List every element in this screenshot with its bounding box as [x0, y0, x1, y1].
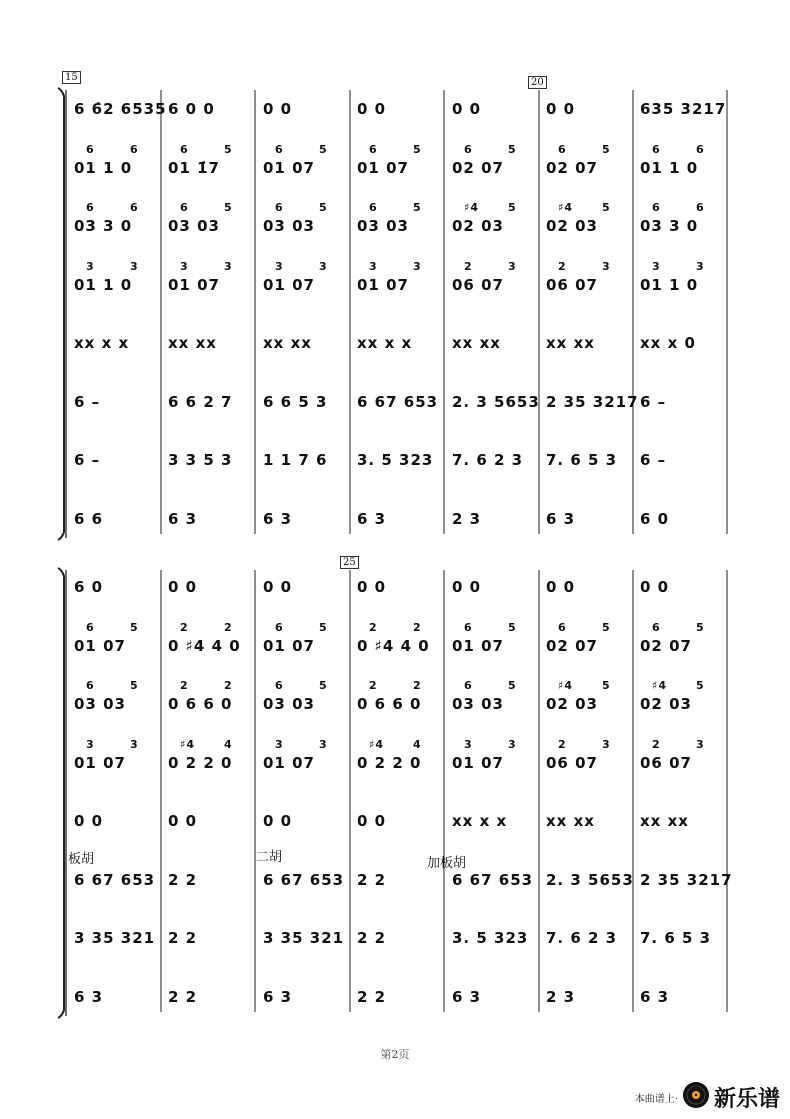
- note-cell: 02 03: [546, 695, 598, 713]
- harmony-mark: 2: [224, 679, 233, 692]
- note-cell: 2 35 3217: [546, 392, 639, 411]
- note-cell: 0 ♯4 4 0: [357, 636, 430, 655]
- note-cell: 6 3: [357, 509, 387, 528]
- harmony-mark: 6: [180, 142, 189, 156]
- note-cell: 02 07: [546, 158, 598, 177]
- note-cell: 6 –: [640, 451, 667, 469]
- harmony-mark: 6: [130, 201, 139, 214]
- note-cell: 06 07: [546, 753, 598, 772]
- harmony-mark: 5: [508, 142, 517, 156]
- note-cell: 6 –: [640, 392, 667, 411]
- note-cell: 03 03: [74, 695, 126, 713]
- harmony-mark: 6: [275, 620, 284, 634]
- note-cell: 01 07: [168, 275, 220, 294]
- note-cell: 0 ♯4 4 0: [168, 636, 241, 655]
- note-cell: 02 03: [452, 217, 504, 235]
- harmony-mark: 5: [224, 201, 233, 214]
- harmony-mark: 3: [464, 737, 473, 751]
- note-cell: xx x 0: [640, 334, 696, 352]
- harmony-mark: 5: [602, 142, 611, 156]
- note-cell: 03 03: [357, 217, 409, 235]
- note-cell: xx xx: [640, 812, 689, 830]
- note-cell: 03 03: [263, 217, 315, 235]
- harmony-mark: 6: [86, 201, 95, 214]
- note-cell: 6 3: [263, 987, 293, 1006]
- note-cell: 6 67 653: [452, 870, 534, 889]
- note-cell: 03 3 0: [640, 217, 699, 235]
- harmony-mark: 6: [652, 620, 661, 634]
- harmony-mark: 3: [652, 259, 661, 273]
- note-cell: 3 3 5 3: [168, 451, 233, 469]
- harmony-mark: ♯4: [558, 201, 573, 214]
- harmony-mark: 4: [224, 737, 233, 751]
- note-cell: 2. 3 5653: [546, 870, 634, 889]
- note-cell: 6 –: [74, 451, 101, 469]
- note-cell: 635 3217: [640, 100, 727, 118]
- note-cell: 01 07: [263, 158, 315, 177]
- harmony-mark: 5: [319, 142, 328, 156]
- harmony-mark: 3: [602, 259, 611, 273]
- note-cell: 6 3: [640, 987, 670, 1006]
- harmony-mark: 6: [86, 620, 95, 634]
- harmony-mark: 6: [275, 142, 284, 156]
- note-cell: 0 0: [546, 100, 576, 118]
- note-cell: 2 2: [168, 929, 198, 947]
- note-cell: 02 03: [546, 217, 598, 235]
- harmony-mark: ♯4: [180, 737, 195, 751]
- harmony-mark: 6: [464, 142, 473, 156]
- harmony-mark: 3: [319, 737, 328, 751]
- harmony-mark: 2: [180, 679, 189, 692]
- harmony-mark: 3: [413, 259, 422, 273]
- vinyl-record-icon: [682, 1081, 710, 1113]
- note-cell: 01 07: [452, 753, 504, 772]
- harmony-mark: ♯4: [464, 201, 479, 214]
- instrument-label-jia-banhu: 加板胡: [427, 856, 467, 871]
- note-cell: 6 –: [74, 392, 101, 411]
- note-cell: 7. 6 5 3: [640, 929, 712, 947]
- note-cell: xx x x: [452, 812, 508, 830]
- note-cell: 6 3: [452, 987, 482, 1006]
- harmony-mark: 6: [652, 142, 661, 156]
- measure-number-20: 20: [528, 76, 547, 89]
- note-cell: 0 2 2 0: [357, 753, 422, 772]
- note-cell: 6 0 0: [168, 100, 215, 118]
- note-cell: xx x x: [357, 334, 413, 352]
- harmony-mark: 5: [319, 620, 328, 634]
- harmony-mark: 2: [413, 620, 422, 634]
- note-cell: 02 07: [640, 636, 692, 655]
- note-cell: 01 07: [357, 158, 409, 177]
- harmony-mark: 2: [369, 679, 378, 692]
- note-cell: 02 07: [546, 636, 598, 655]
- harmony-mark: 3: [508, 259, 517, 273]
- measure-number-25: 25: [340, 556, 359, 569]
- note-cell: 01 07: [452, 636, 504, 655]
- harmony-mark: 6: [696, 142, 705, 156]
- harmony-mark: 6: [464, 679, 473, 692]
- note-cell: 0 0: [168, 812, 198, 830]
- harmony-mark: 5: [130, 679, 139, 692]
- harmony-mark: 3: [508, 737, 517, 751]
- note-cell: 3. 5 323: [452, 929, 529, 947]
- note-cell: 3. 5 323: [357, 451, 434, 469]
- harmony-mark: ♯4: [369, 737, 384, 751]
- measure-number-15: 15: [62, 71, 81, 84]
- note-cell: 0 2 2 0: [168, 753, 233, 772]
- note-cell: xx xx: [168, 334, 217, 352]
- note-cell: 0 0: [263, 812, 293, 830]
- note-cell: 0 6 6 0: [168, 695, 233, 713]
- harmony-mark: 6: [696, 201, 705, 214]
- harmony-mark: 3: [602, 737, 611, 751]
- harmony-mark: 2: [558, 737, 567, 751]
- harmony-mark: 3: [86, 737, 95, 751]
- note-cell: 2 3: [546, 987, 576, 1006]
- note-cell: 6 6̇2 6535: [74, 100, 167, 118]
- note-cell: 01 1 0: [640, 275, 699, 294]
- note-cell: 01 07: [357, 275, 409, 294]
- note-cell: 6 3: [168, 509, 198, 528]
- harmony-mark: 6: [464, 620, 473, 634]
- footer-text: 本曲谱上·: [634, 1093, 678, 1105]
- note-cell: 03 03: [452, 695, 504, 713]
- harmony-mark: 5: [508, 620, 517, 634]
- note-cell: 02 03: [640, 695, 692, 713]
- harmony-mark: 3: [224, 259, 233, 273]
- note-cell: 6 6 5 3: [263, 392, 328, 411]
- note-cell: 2 2: [357, 987, 387, 1006]
- note-cell: 2. 3 5653: [452, 392, 540, 411]
- note-cell: xx xx: [546, 334, 595, 352]
- harmony-mark: 2: [464, 259, 473, 273]
- note-cell: 0 0: [357, 578, 387, 596]
- harmony-mark: 6: [130, 142, 139, 156]
- harmony-mark: 6: [180, 201, 189, 214]
- note-cell: 0 0: [452, 578, 482, 596]
- instrument-label-erhu: 二胡: [256, 850, 283, 865]
- note-cell: 01 07: [74, 636, 126, 655]
- harmony-mark: 5: [696, 679, 705, 692]
- harmony-mark: 2: [413, 679, 422, 692]
- note-cell: 1 1 7 6: [263, 451, 328, 469]
- note-cell: xx xx: [263, 334, 312, 352]
- footer-brand-logo: 新乐谱: [713, 1086, 780, 1112]
- note-cell: 6 3: [546, 509, 576, 528]
- harmony-mark: 2: [180, 620, 189, 634]
- note-cell: 0 6 6 0: [357, 695, 422, 713]
- note-cell: xx xx: [452, 334, 501, 352]
- harmony-mark: 6: [369, 201, 378, 214]
- harmony-mark: 5: [319, 201, 328, 214]
- note-cell: 06 07: [546, 275, 598, 294]
- harmony-mark: 5: [413, 142, 422, 156]
- note-cell: 0 0: [546, 578, 576, 596]
- harmony-mark: 3: [696, 737, 705, 751]
- note-cell: 0 0: [452, 100, 482, 118]
- note-cell: 2 3: [452, 509, 482, 528]
- note-cell: 01 1 0: [74, 158, 133, 177]
- note-cell: xx x x: [74, 334, 130, 352]
- harmony-mark: 2: [224, 620, 233, 634]
- note-cell: 0 0: [74, 812, 104, 830]
- harmony-mark: 3: [86, 259, 95, 273]
- harmony-mark: 3: [180, 259, 189, 273]
- harmony-mark: 2: [369, 620, 378, 634]
- note-cell: 6 67 653: [263, 870, 345, 889]
- note-cell: 2 2: [357, 870, 387, 889]
- note-cell: 03 3 0: [74, 217, 133, 235]
- harmony-mark: 6: [369, 142, 378, 156]
- harmony-mark: 6: [86, 142, 95, 156]
- note-cell: 01 1 0: [74, 275, 133, 294]
- note-cell: 01 07: [263, 753, 315, 772]
- harmony-mark: 6: [275, 201, 284, 214]
- harmony-mark: 5: [413, 201, 422, 214]
- note-cell: 0 0: [640, 578, 670, 596]
- note-cell: 6 0: [74, 578, 104, 596]
- note-cell: 2 35 3217: [640, 870, 733, 889]
- harmony-mark: 4: [413, 737, 422, 751]
- harmony-mark: 3: [130, 737, 139, 751]
- harmony-mark: 6: [558, 620, 567, 634]
- instrument-label-banhu: 板胡: [68, 852, 95, 867]
- page-number: 第2页: [380, 1048, 410, 1061]
- harmony-mark: 6: [652, 201, 661, 214]
- footer-watermark: [635, 1081, 780, 1113]
- note-cell: 01 07: [74, 753, 126, 772]
- harmony-mark: 5: [602, 620, 611, 634]
- harmony-mark: 6: [558, 142, 567, 156]
- harmony-mark: 5: [130, 620, 139, 634]
- note-cell: 2 2: [357, 929, 387, 947]
- harmony-mark: 3: [369, 259, 378, 273]
- harmony-mark: 5: [602, 679, 611, 692]
- note-cell: 0 0: [357, 100, 387, 118]
- harmony-mark: 5: [224, 142, 233, 156]
- harmony-mark: 3: [319, 259, 328, 273]
- note-cell: 03 03: [263, 695, 315, 713]
- note-cell: 03 03: [168, 217, 220, 235]
- system-2-frame: [58, 568, 727, 1018]
- note-cell: 06 07: [640, 753, 692, 772]
- harmony-mark: 3: [696, 259, 705, 273]
- note-cell: 01 07: [263, 636, 315, 655]
- note-cell: 6 6 2 7: [168, 392, 233, 411]
- note-cell: xx xx: [546, 812, 595, 830]
- note-cell: 6 3: [74, 987, 104, 1006]
- harmony-mark: 6: [275, 679, 284, 692]
- note-cell: 01 1 0: [640, 158, 699, 177]
- harmony-mark: 5: [602, 201, 611, 214]
- harmony-mark: 6: [86, 679, 95, 692]
- note-cell: 0 0: [263, 100, 293, 118]
- harmony-mark: 2: [652, 737, 661, 751]
- system-1-frame: [58, 88, 727, 540]
- note-cell: 6 0: [640, 509, 670, 528]
- note-cell: 0 0: [263, 578, 293, 596]
- harmony-mark: ♯4: [558, 679, 573, 692]
- harmony-mark: ♯4: [652, 679, 667, 692]
- note-cell: 7. 6 2 3: [546, 929, 618, 947]
- note-cell: 6 6: [74, 509, 104, 528]
- note-cell: 6 67 653: [357, 392, 439, 411]
- note-cell: 02 07: [452, 158, 504, 177]
- note-cell: 3 35 321: [263, 929, 345, 947]
- note-cell: 2 2: [168, 870, 198, 889]
- harmony-mark: 5: [508, 201, 517, 214]
- harmony-mark: 3: [275, 259, 284, 273]
- note-cell: 6 67 653: [74, 870, 156, 889]
- harmony-mark: 2: [558, 259, 567, 273]
- note-cell: 2 2: [168, 987, 198, 1006]
- note-cell: 06 07: [452, 275, 504, 294]
- note-cell: 6 3: [263, 509, 293, 528]
- harmony-mark: 3: [275, 737, 284, 751]
- harmony-mark: 5: [696, 620, 705, 634]
- note-cell: 3 35 321: [74, 929, 156, 947]
- note-cell: 0 0: [168, 578, 198, 596]
- note-cell: 7. 6 5 3: [546, 451, 618, 469]
- note-cell: 01 07: [263, 275, 315, 294]
- harmony-mark: 5: [508, 679, 517, 692]
- note-cell: 7. 6 2 3: [452, 451, 524, 469]
- harmony-mark: 3: [130, 259, 139, 273]
- note-cell: 01 1̇7: [168, 158, 220, 177]
- note-cell: 0 0: [357, 812, 387, 830]
- harmony-mark: 5: [319, 679, 328, 692]
